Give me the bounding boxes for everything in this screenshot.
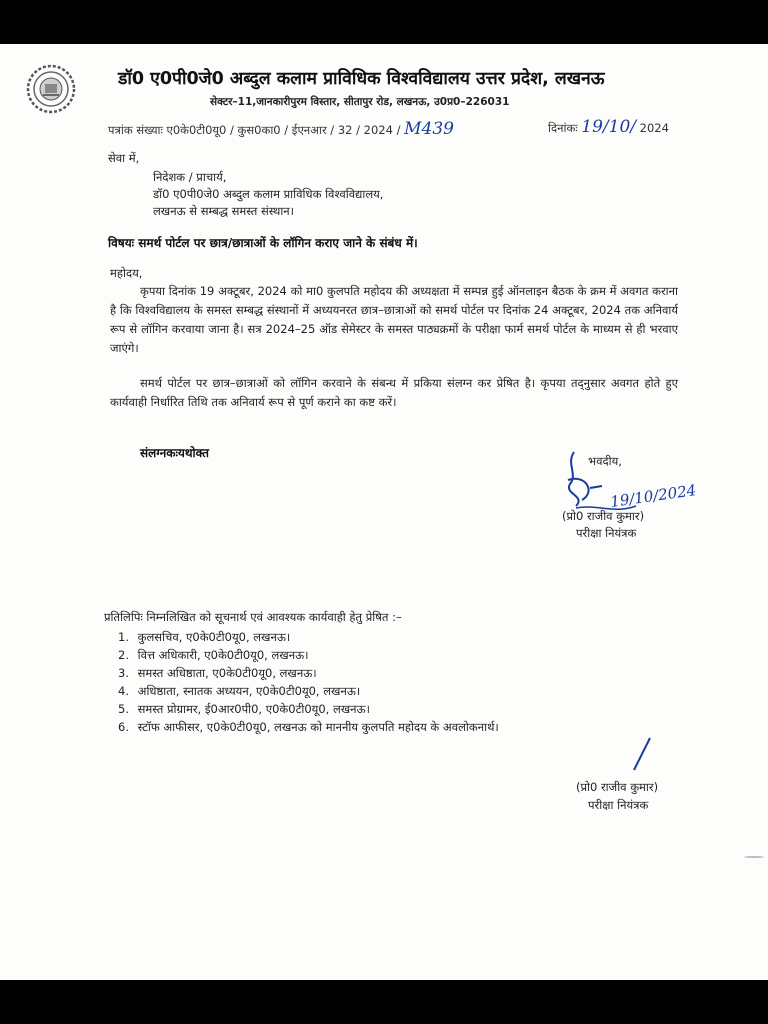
scan-mark <box>744 856 764 858</box>
recipient-line-1: निदेशक / प्राचार्य, <box>153 170 227 184</box>
recipient-line-3: लखनऊ से सम्बद्ध समस्त संस्थान। <box>153 204 295 218</box>
reference-number-label: पत्रांक संख्याः ए0के0टी0यू0 / कुस0का0 / ईएनआर / 32 / 2024 / <box>108 123 401 137</box>
reference-line <box>108 119 454 139</box>
letter-page <box>0 44 768 980</box>
handwritten-date: 19/10/ <box>581 117 636 137</box>
list-item: 4. अधिष्ठाता, स्नातक अध्ययन, ए0के0टी0यू0, लखनऊ। <box>118 684 361 698</box>
list-item: 1. कुलसचिव, ए0के0टी0यू0, लखनऊ। <box>118 630 291 644</box>
list-item: 2. वित्त अधिकारी, ए0के0टी0यू0, लखनऊ। <box>118 648 309 662</box>
list-item: 5. समस्त प्रोग्रामर, ई0आर0पी0, ए0के0टी0यू0, लखनऊ। <box>118 702 370 716</box>
signatory-name-1: (प्रो0 राजीव कुमार) <box>562 509 645 523</box>
date-label: दिनांकः <box>548 121 578 135</box>
subject-line: विषयः समर्थ पोर्टल पर छात्र/छात्राओं के लॉगिन कराए जाने के संबंध में। <box>108 236 418 250</box>
list-item: 6. स्टॉफ आफीसर, ए0के0टी0यू0, लखनऊ को माननीय कुलपति महोदय के अवलोकनार्थ। <box>118 720 499 734</box>
greeting: महोदय, <box>110 266 143 280</box>
signatory-designation-1: परीक्षा नियंत्रक <box>576 526 637 540</box>
university-emblem-icon <box>26 64 76 114</box>
date-line <box>548 117 669 137</box>
copy-to-list <box>118 628 499 736</box>
signature-scrawl-2 <box>626 734 656 774</box>
signatory-designation-2: परीक्षा नियंत्रक <box>588 798 649 812</box>
signature-handwritten-date: 19/10/2024 <box>609 481 698 511</box>
university-title: डॉ0 ए0पी0जे0 अब्दुल कलाम प्राविधिक विश्वविद्यालय उत्तर प्रदेश, लखनऊ <box>118 69 605 89</box>
date-year: 2024 <box>639 121 669 135</box>
body-paragraph-2: समर्थ पोर्टल पर छात्र–छात्राओं को लॉगिन करवाने के संबन्ध में प्रकिया संलग्न कर प्रेषित है। कृपया तद्नुसार अवगत होते हुए कार्यवाही निर्धारित तिथि तक अनिवार्य रूप से पूर्ण कराने का कष्ट करें। <box>110 376 678 409</box>
salutation-prefix: सेवा में, <box>108 151 140 165</box>
university-address: सेक्टर–11,जानकारीपुरम विस्तार, सीतापुर रोड, लखनऊ, उ0प्र0–226031 <box>210 96 510 108</box>
enclosure-note: संलग्नकःयथोक्त <box>140 446 209 460</box>
copy-to-heading: प्रतिलिपिः निम्नलिखित को सूचनार्थ एवं आवश्यक कार्यवाही हेतु प्रेषित :– <box>104 610 402 624</box>
body-paragraph-1: कृपया दिनांक 19 अक्टूबर, 2024 को मा0 कुलपति महोदय की अध्यक्षता में सम्पन्न हुई ऑनलाइन बैठक के क्रम में अवगत कराना है कि विश्वविद्यालय के समस्त सम्बद्ध संस्थानों में अध्ययनरत छात्र–छात्राओं को समर्थ पोर्टल पर दिनांक 24 अक्टूबर, 2024 तक अनिवार्य रूप से लॉगिन करवाया जाना है। सत्र 2024–25 ऑड सेमेस्टर के समस्त पाठ्यक्रमों के परीक्षा फार्म समर्थ पोर्टल के माध्यम से ही भरवाए जाएंगे। <box>110 284 678 355</box>
signatory-name-2: (प्रो0 राजीव कुमार) <box>576 780 659 794</box>
closing-bhavdiya: भवदीय, <box>588 454 622 468</box>
list-item: 3. समस्त अधिष्ठाता, ए0के0टी0यू0, लखनऊ। <box>118 666 317 680</box>
handwritten-reference-number: M439 <box>404 119 454 139</box>
recipient-line-2: डॉ0 ए0पी0जे0 अब्दुल कलाम प्राविधिक विश्वविद्यालय, <box>153 187 384 201</box>
